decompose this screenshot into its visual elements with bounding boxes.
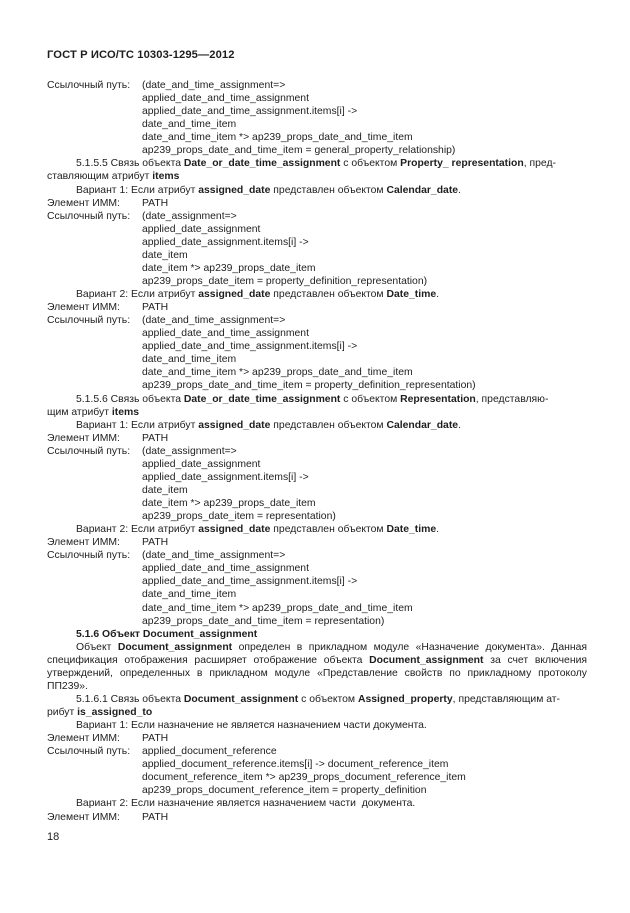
reference-path-label: Ссылочный путь:	[47, 746, 131, 758]
reference-path-line: applied_date_assignment.items[i] ->	[142, 471, 309, 483]
reference-path-line: applied_date_assignment	[142, 458, 261, 470]
section-5-1-5-5-heading: 5.1.5.5 Связь объекта Date_or_date_time_assignment с объектом Property_ representation, пред-	[76, 158, 556, 170]
element-imm-line	[47, 732, 587, 745]
reference-path-line	[47, 445, 587, 458]
variant-2-line: Вариант 2: Если назначение является назначением части документа.	[76, 798, 416, 810]
reference-path-line: applied_date_assignment	[142, 223, 261, 235]
variant-1-line: Вариант 1: Если атрибут assigned_date представлен объектом Calendar_date.	[76, 184, 461, 196]
reference-path-line: ap239_props_date_item = representation)	[142, 511, 336, 523]
reference-path-line: applied_date_and_time_assignment.items[i] ->	[142, 341, 358, 353]
reference-path-label: Ссылочный путь:	[47, 315, 131, 327]
element-imm-label: Элемент ИММ:	[47, 537, 120, 549]
element-imm-label: Элемент ИММ:	[47, 733, 120, 745]
reference-path-line: date_and_time_item	[142, 589, 237, 601]
element-imm-value: PATH	[142, 733, 169, 745]
reference-path-line: ap239_props_date_and_time_item = general_property_relationship)	[142, 145, 456, 157]
reference-path-line: applied_date_and_time_assignment	[142, 93, 309, 105]
reference-path-label: Ссылочный путь:	[47, 210, 131, 222]
element-imm-label: Элемент ИММ:	[47, 302, 120, 314]
reference-path-text: (date_and_time_assignment=>	[142, 80, 286, 91]
reference-path-line: ap239_props_date_and_time_item = representation)	[142, 615, 385, 627]
reference-path-label: Ссылочный путь:	[47, 80, 131, 91]
element-imm-label: Элемент ИММ:	[47, 432, 120, 444]
section-5-1-5-6-heading-cont: щим атрибут items	[47, 406, 139, 418]
reference-path-line: applied_date_and_time_assignment.items[i] ->	[142, 106, 358, 118]
element-imm-label: Элемент ИММ:	[47, 197, 120, 209]
reference-path-line: document_reference_item *> ap239_props_document_reference_item	[142, 772, 466, 784]
reference-path-line: date_and_time_item	[142, 119, 237, 131]
document-body	[47, 79, 587, 824]
element-imm-value: PATH	[142, 537, 169, 549]
element-imm-label: Элемент ИММ:	[47, 811, 120, 823]
reference-path-line	[47, 314, 587, 327]
variant-1-line: Вариант 1: Если назначение не является назначением части документа.	[76, 720, 427, 732]
reference-path-text: (date_and_time_assignment=>	[142, 315, 286, 327]
section-5-1-6-1-heading: 5.1.6.1 Связь объекта Document_assignment с объектом Assigned_property, представляющим ат-	[76, 693, 560, 705]
element-imm-line	[47, 536, 587, 549]
reference-path-line	[47, 210, 587, 223]
variant-2-line: Вариант 2: Если атрибут assigned_date представлен объектом Date_time.	[76, 289, 440, 300]
reference-path-line	[47, 745, 587, 758]
element-imm-value: PATH	[142, 432, 169, 444]
page-number: 18	[47, 831, 60, 843]
reference-path-line: date_and_time_item *> ap239_props_date_and_time_item	[142, 132, 413, 144]
section-5-1-5-6-heading: 5.1.5.6 Связь объекта Date_or_date_time_assignment с объектом Representation, представляю-	[76, 393, 549, 405]
element-imm-line	[47, 197, 587, 210]
reference-path-line: ap239_props_date_and_time_item = property_definition_representation)	[142, 380, 476, 392]
element-imm-line	[47, 432, 587, 445]
reference-path-text: (date_assignment=>	[142, 445, 237, 457]
variant-2-line: Вариант 2: Если атрибут assigned_date представлен объектом Date_time.	[76, 524, 440, 536]
element-imm-line	[47, 811, 587, 824]
reference-path-label: Ссылочный путь:	[47, 550, 131, 562]
reference-path-line: ap239_props_date_item = property_definition_representation)	[142, 275, 428, 287]
reference-path-line: date_item *> ap239_props_date_item	[142, 498, 316, 509]
variant-1-line: Вариант 1: Если атрибут assigned_date представлен объектом Calendar_date.	[76, 419, 461, 431]
section-5-1-6-1-heading-cont: рибут is_assigned_to	[47, 707, 153, 718]
reference-path-line: date_item	[142, 484, 188, 496]
reference-path-line: ap239_props_document_reference_item = property_definition	[142, 785, 427, 797]
reference-path-line: applied_document_reference.items[i] -> document_reference_item	[142, 759, 449, 771]
reference-path-text: (date_assignment=>	[142, 210, 237, 222]
reference-path-line: date_item	[142, 249, 188, 261]
reference-path-line: date_item *> ap239_props_date_item	[142, 262, 316, 274]
section-5-1-6-paragraph: Объект Document_assignment определен в прикладном модуле «Назначение документа». Данная спецификация отображения расширяет отображение объекта Document_assignment за счет включения утверждений, определенных в прикладном модуле «Представление свойств по прикладному протоколу ПП239».	[47, 641, 587, 692]
reference-path-line: date_and_time_item	[142, 354, 237, 366]
element-imm-value: PATH	[142, 811, 169, 823]
reference-path-line: applied_date_assignment.items[i] ->	[142, 236, 309, 248]
reference-path-label: Ссылочный путь:	[47, 445, 131, 457]
element-imm-value: PATH	[142, 197, 169, 209]
reference-path-line	[47, 549, 587, 562]
element-imm-value: PATH	[142, 302, 169, 314]
reference-path-text: applied_document_reference	[142, 746, 277, 758]
reference-path-line: applied_date_and_time_assignment	[142, 563, 309, 575]
reference-path-line	[47, 79, 587, 92]
reference-path-line: applied_date_and_time_assignment.items[i] ->	[142, 576, 358, 588]
reference-path-line: date_and_time_item *> ap239_props_date_and_time_item	[142, 602, 413, 614]
section-5-1-6-heading: 5.1.6 Объект Document_assignment	[76, 628, 258, 640]
reference-path-text: (date_and_time_assignment=>	[142, 550, 286, 562]
document-header: ГОСТ Р ИСО/ТС 10303-1295—2012	[47, 49, 235, 61]
reference-path-line: applied_date_and_time_assignment	[142, 328, 309, 340]
section-5-1-5-5-heading-cont: ставляющим атрибут items	[47, 171, 180, 183]
element-imm-line	[47, 301, 587, 314]
reference-path-line: date_and_time_item *> ap239_props_date_and_time_item	[142, 367, 413, 379]
